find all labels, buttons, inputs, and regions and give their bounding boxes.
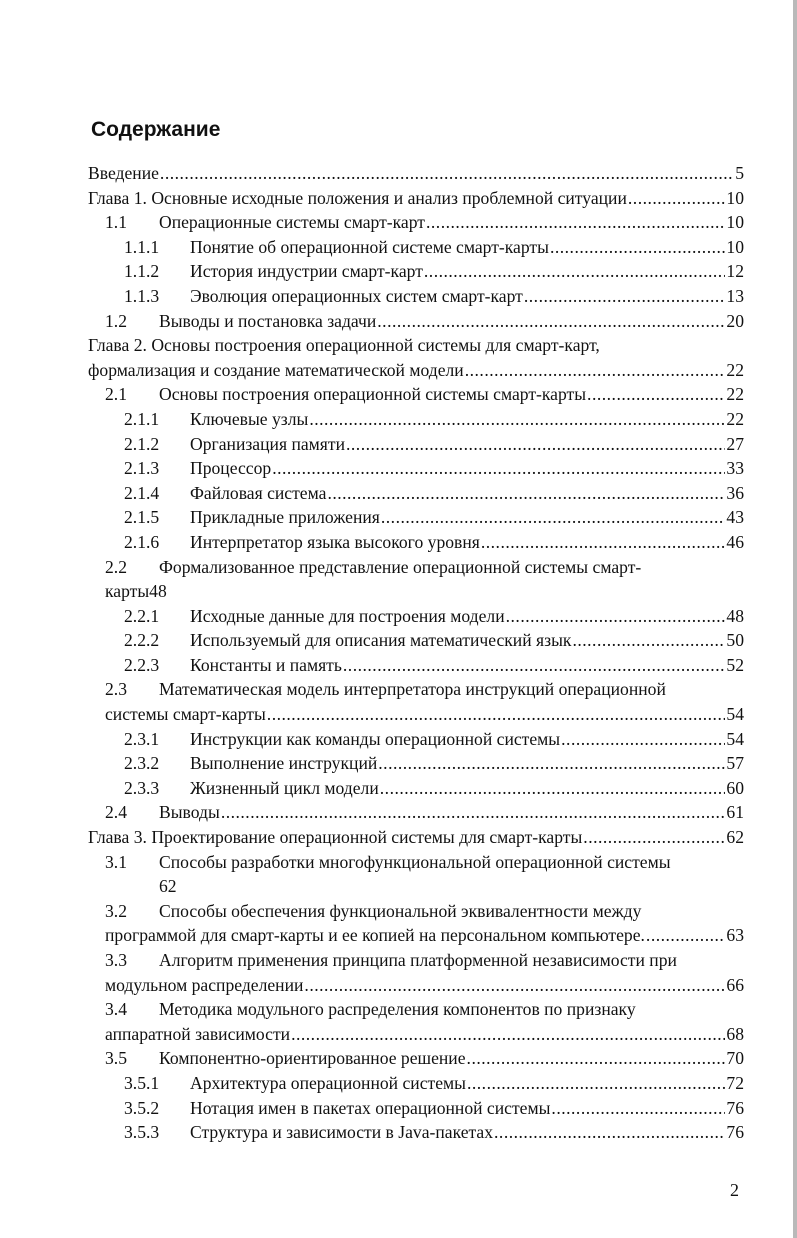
toc-entry-number: 3.5.3 bbox=[124, 1122, 160, 1143]
toc-entry-title: Способы разработки многофункциональной операционной системы bbox=[159, 851, 671, 872]
table-of-contents bbox=[88, 161, 744, 1145]
toc-entry-number: 3.1 bbox=[105, 851, 127, 872]
toc-entry-number: 2.3.1 bbox=[124, 728, 160, 749]
toc-entry[interactable] bbox=[88, 948, 744, 997]
toc-entry-page: 12 bbox=[726, 261, 744, 282]
toc-entry-number: 1.1 bbox=[105, 212, 127, 233]
dot-leader bbox=[550, 235, 725, 260]
dot-leader bbox=[426, 210, 725, 235]
toc-entry-page: 20 bbox=[726, 310, 744, 331]
toc-entry-title: Выводы и постановка задачи bbox=[159, 310, 377, 331]
dot-leader bbox=[380, 776, 726, 801]
toc-entry-title: Методика модульного распределения компонентов по признаку bbox=[159, 999, 636, 1020]
toc-entry-page: 46 bbox=[726, 531, 744, 552]
toc-entry-number: 1.1.1 bbox=[124, 236, 160, 257]
toc-entry-number: 1.2 bbox=[105, 310, 127, 331]
dot-leader bbox=[291, 1022, 725, 1047]
toc-entry-page: 66 bbox=[726, 974, 744, 995]
toc-entry-title: Используемый для описания математический язык bbox=[190, 630, 572, 651]
dot-leader bbox=[481, 530, 726, 555]
toc-entry-page: 60 bbox=[726, 777, 744, 798]
toc-entry-number: 2.2.3 bbox=[124, 654, 160, 675]
toc-entry[interactable] bbox=[88, 899, 744, 948]
toc-entry-title: Интерпретатор языка высокого уровня bbox=[190, 531, 480, 552]
toc-entry[interactable] bbox=[88, 1071, 744, 1096]
toc-entry-title: Нотация имен в пакетах операционной системы bbox=[190, 1097, 551, 1118]
toc-entry-page: 62 bbox=[726, 827, 744, 848]
toc-entry[interactable] bbox=[88, 1096, 744, 1121]
toc-entry[interactable] bbox=[88, 800, 744, 825]
toc-entry-page: 13 bbox=[726, 285, 744, 306]
dot-leader bbox=[343, 653, 726, 678]
toc-entry[interactable] bbox=[88, 628, 744, 653]
toc-entry[interactable] bbox=[88, 653, 744, 678]
dot-leader bbox=[304, 973, 725, 998]
toc-entry[interactable] bbox=[88, 333, 744, 382]
toc-entry-title: Алгоритм применения принципа платформенной независимости при bbox=[159, 950, 677, 970]
toc-entry-page: 10 bbox=[726, 236, 744, 257]
toc-entry-page: 27 bbox=[726, 433, 744, 454]
dot-leader bbox=[561, 727, 725, 752]
toc-entry-number: 2.3.2 bbox=[124, 753, 160, 774]
toc-entry-title: Ключевые узлы bbox=[190, 408, 309, 429]
toc-entry-page: 10 bbox=[726, 212, 744, 233]
toc-entry[interactable] bbox=[88, 259, 744, 284]
dot-leader bbox=[628, 186, 726, 211]
page-number: 2 bbox=[730, 1180, 739, 1200]
dot-leader bbox=[506, 604, 726, 629]
toc-entry[interactable] bbox=[88, 1120, 744, 1145]
toc-entry-page: 22 bbox=[726, 359, 744, 380]
toc-entry-page: 48 bbox=[726, 605, 744, 626]
dot-leader bbox=[272, 456, 725, 481]
dot-leader bbox=[646, 923, 725, 948]
dot-leader bbox=[377, 309, 725, 334]
toc-entry-title: Компонентно-ориентированное решение bbox=[159, 1048, 466, 1069]
toc-entry-number: 2.3.3 bbox=[124, 777, 160, 798]
toc-entry-page: 61 bbox=[726, 802, 744, 823]
toc-entry[interactable] bbox=[88, 677, 744, 726]
toc-entry-title: Эволюция операционных систем смарт-карт bbox=[190, 285, 523, 306]
toc-entry-title: История индустрии смарт-карт bbox=[190, 261, 423, 282]
toc-entry[interactable] bbox=[88, 530, 744, 555]
toc-entry-number: 2.3 bbox=[105, 679, 127, 700]
toc-entry-title: Инструкции как команды операционной системы bbox=[190, 728, 561, 749]
toc-entry-number: 2.2.1 bbox=[124, 605, 160, 626]
toc-entry-title-continued: программой для смарт-карты и ее копией на персональном компьютере. bbox=[105, 925, 645, 946]
toc-entry-title: Глава 2. Основы построения операционной системы для смарт-карт, bbox=[88, 335, 600, 356]
toc-entry-title: Прикладные приложения bbox=[190, 507, 380, 528]
toc-entry[interactable] bbox=[88, 997, 744, 1046]
dot-leader bbox=[267, 702, 726, 727]
toc-entry[interactable] bbox=[88, 481, 744, 506]
toc-entry-title: Основы построения операционной системы смарт-карты bbox=[159, 384, 587, 405]
toc-entry-title: Способы обеспечения функциональной эквивалентности между bbox=[159, 900, 642, 921]
toc-entry-page: 22 bbox=[726, 384, 744, 405]
toc-entry-number: 2.1.5 bbox=[124, 507, 160, 528]
toc-entry-number: 2.2 bbox=[105, 556, 127, 577]
dot-leader bbox=[494, 1120, 725, 1145]
toc-entry[interactable] bbox=[88, 776, 744, 801]
toc-entry-page: 72 bbox=[726, 1072, 744, 1093]
toc-entry-number: 3.5.2 bbox=[124, 1097, 160, 1118]
toc-entry-title-continued: карты48 bbox=[105, 581, 167, 602]
toc-entry-page: 68 bbox=[726, 1023, 744, 1044]
toc-entry-page: 76 bbox=[726, 1097, 744, 1118]
toc-entry-number: 2.1.3 bbox=[124, 458, 160, 479]
toc-entry-number: 1.1.2 bbox=[124, 261, 160, 282]
toc-entry-number: 2.1.1 bbox=[124, 408, 160, 429]
dot-leader bbox=[524, 284, 726, 309]
toc-entry-title: Математическая модель интерпретатора инструкций операционной bbox=[159, 679, 666, 700]
dot-leader bbox=[587, 382, 725, 407]
toc-entry-page: 70 bbox=[726, 1048, 744, 1069]
toc-entry[interactable] bbox=[88, 604, 744, 629]
toc-entry-title: Выводы bbox=[159, 802, 220, 823]
toc-entry[interactable] bbox=[88, 825, 744, 850]
toc-entry-number: 3.4 bbox=[105, 999, 127, 1020]
toc-entry[interactable] bbox=[88, 1046, 744, 1071]
toc-entry[interactable] bbox=[88, 284, 744, 309]
toc-entry[interactable] bbox=[88, 727, 744, 752]
dot-leader bbox=[465, 358, 726, 383]
toc-entry[interactable] bbox=[88, 432, 744, 457]
toc-entry-page: 33 bbox=[726, 458, 744, 479]
toc-entry[interactable] bbox=[88, 850, 744, 899]
toc-entry-page: 52 bbox=[726, 654, 744, 675]
toc-entry-title: Жизненный цикл модели bbox=[190, 777, 379, 798]
dot-leader bbox=[424, 259, 726, 284]
toc-entry-number: 2.1.2 bbox=[124, 433, 160, 454]
toc-entry-title: Структура и зависимости в Java-пакетах bbox=[190, 1122, 494, 1143]
toc-entry[interactable] bbox=[88, 555, 744, 604]
toc-entry-number: 3.5.1 bbox=[124, 1072, 160, 1093]
dot-leader bbox=[221, 800, 726, 825]
toc-entry-title-continued: 62 bbox=[159, 876, 177, 897]
toc-entry-title-continued: системы смарт-карты bbox=[105, 704, 266, 725]
toc-entry-page: 54 bbox=[726, 728, 744, 749]
toc-entry-title-continued: формализация и создание математической модели bbox=[88, 359, 464, 380]
toc-entry[interactable] bbox=[88, 235, 744, 260]
toc-entry-title: Процессор bbox=[190, 458, 272, 479]
toc-entry-title: Исходные данные для построения модели bbox=[190, 605, 505, 626]
toc-entry-page: 57 bbox=[726, 753, 744, 774]
dot-leader bbox=[381, 505, 726, 530]
toc-entry-title-continued: аппаратной зависимости bbox=[105, 1023, 291, 1044]
toc-entry-page: 76 bbox=[726, 1122, 744, 1143]
toc-entry-page: 36 bbox=[726, 482, 744, 503]
toc-entry[interactable] bbox=[88, 751, 744, 776]
toc-entry-title: Константы и память bbox=[190, 654, 342, 675]
toc-entry[interactable] bbox=[88, 382, 744, 407]
toc-entry-title: Формализованное представление операционной системы смарт- bbox=[159, 556, 642, 577]
toc-entry-number: 2.1 bbox=[105, 384, 127, 405]
toc-entry-title: Архитектура операционной системы bbox=[190, 1072, 466, 1093]
toc-entry-title: Выполнение инструкций bbox=[190, 753, 378, 774]
dot-leader bbox=[160, 161, 734, 186]
dot-leader bbox=[309, 407, 725, 432]
toc-entry-number: 3.3 bbox=[105, 950, 127, 970]
toc-entry-number: 3.5 bbox=[105, 1048, 127, 1069]
dot-leader bbox=[467, 1071, 725, 1096]
toc-entry[interactable] bbox=[88, 407, 744, 432]
toc-entry-title: Понятие об операционной системе смарт-карты bbox=[190, 236, 549, 257]
toc-entry-page: 63 bbox=[726, 925, 744, 946]
toc-entry[interactable] bbox=[88, 456, 744, 481]
toc-entry-title: Организация памяти bbox=[190, 433, 345, 454]
page-title: Содержание bbox=[91, 118, 221, 141]
toc-entry-page: 50 bbox=[726, 630, 744, 651]
toc-entry-number: 2.4 bbox=[105, 802, 127, 823]
toc-entry-page: 5 bbox=[735, 163, 744, 183]
dot-leader bbox=[378, 751, 725, 776]
dot-leader bbox=[346, 432, 725, 457]
toc-entry-number: 2.1.4 bbox=[124, 482, 160, 503]
toc-entry[interactable] bbox=[88, 309, 744, 334]
dot-leader bbox=[551, 1096, 725, 1121]
toc-entry-title: Файловая система bbox=[190, 482, 327, 503]
toc-entry-title: Операционные системы смарт-карт bbox=[159, 212, 425, 233]
toc-entry-page: 43 bbox=[726, 507, 744, 528]
toc-entry[interactable] bbox=[88, 210, 744, 235]
toc-entry[interactable] bbox=[88, 186, 744, 211]
dot-leader bbox=[572, 628, 725, 653]
toc-entry-title: Введение bbox=[88, 163, 159, 183]
toc-entry-page: 54 bbox=[726, 704, 744, 725]
toc-entry[interactable] bbox=[88, 161, 744, 186]
dot-leader bbox=[327, 481, 725, 506]
dot-leader bbox=[583, 825, 725, 850]
toc-entry-page: 22 bbox=[726, 408, 744, 429]
toc-entry-title: Глава 3. Проектирование операционной системы для смарт-карты bbox=[88, 827, 583, 848]
toc-entry-number: 2.1.6 bbox=[124, 531, 160, 552]
toc-entry-title-continued: модульном распределении bbox=[105, 974, 304, 995]
toc-entry-number: 2.2.2 bbox=[124, 630, 160, 651]
toc-entry-page: 10 bbox=[726, 187, 744, 208]
toc-entry-number: 1.1.3 bbox=[124, 285, 160, 306]
dot-leader bbox=[467, 1046, 726, 1071]
toc-entry[interactable] bbox=[88, 505, 744, 530]
page-edge-shadow bbox=[793, 0, 797, 1238]
toc-entry-title: Глава 1. Основные исходные положения и анализ проблемной ситуации bbox=[88, 187, 627, 208]
toc-entry-number: 3.2 bbox=[105, 900, 127, 921]
